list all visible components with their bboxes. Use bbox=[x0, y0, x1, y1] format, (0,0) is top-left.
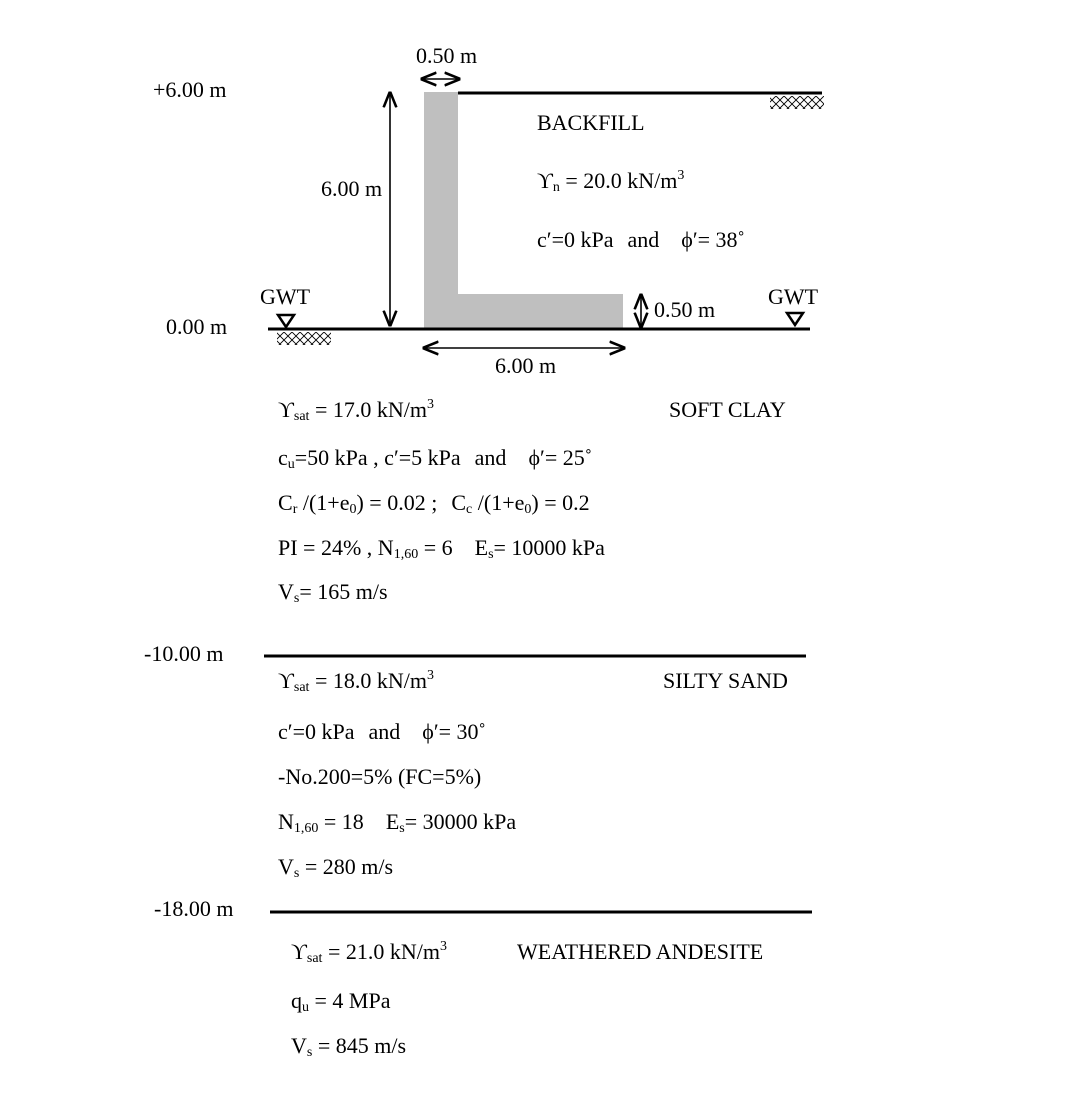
silty-sand-strength: c′=0 kPa and ϕ′= 30˚ bbox=[278, 719, 486, 744]
gwt-left-label: GWT bbox=[260, 284, 311, 309]
andesite-shear-wave: $V_s = 845$ m/s bbox=[291, 1033, 407, 1060]
wall-height-label: 6.00 m bbox=[321, 176, 383, 201]
base-length-label: 6.00 m bbox=[495, 353, 557, 378]
soft-clay-unit-weight: $ϒ_{sat} = 17.0$ $kN/m^3$ bbox=[278, 397, 434, 424]
elevation-clay-bottom: -10.00 m bbox=[144, 641, 224, 666]
base-thickness-label: 0.50 m bbox=[654, 297, 716, 322]
gwt-right-label: GWT bbox=[768, 284, 819, 309]
silty-sand-spt-modulus: $N_{1,60} = 18$ $E_s= 30000$ kPa bbox=[278, 809, 517, 836]
andesite-name: WEATHERED ANDESITE bbox=[517, 939, 764, 964]
soft-clay-shear-wave: $V_s= 165$ m/s bbox=[278, 579, 388, 606]
elevation-ground: 0.00 m bbox=[166, 314, 228, 339]
gwt-right-symbol bbox=[787, 313, 803, 325]
silty-sand-shear-wave: $V_s = 280$ m/s bbox=[278, 854, 394, 881]
elevation-top: +6.00 m bbox=[153, 77, 227, 102]
soft-clay-strength: $c_u=50$ kPa , c′=5 kPa and ϕ′= 25˚ bbox=[278, 445, 593, 472]
backfill-unit-weight: $ϒ_n = 20.0$ $kN/m^3$ bbox=[537, 168, 685, 195]
stem-width-label: 0.50 m bbox=[416, 43, 478, 68]
soft-clay-compressibility: $C_r$ $/(1+e_0) = 0.02$ ; $C_c$ $/(1+e_0) = 0.2$ bbox=[278, 490, 590, 517]
andesite-unit-weight: $ϒ_{sat} = 21.0$ $kN/m^3$ bbox=[291, 939, 447, 966]
backfill-name: BACKFILL bbox=[537, 110, 645, 135]
elevation-sand-bottom: -18.00 m bbox=[154, 896, 234, 921]
soft-clay-name: SOFT CLAY bbox=[669, 397, 786, 422]
ground-hatch-symbol bbox=[277, 332, 331, 345]
soft-clay-index: PI = 24% , $N_{1,60} = 6$ $E_s= 10000$ kPa bbox=[278, 535, 605, 562]
backfill-hatch-symbol bbox=[770, 96, 824, 109]
backfill-strength: c′=0 kPa and ϕ′= 38˚ bbox=[537, 227, 745, 252]
silty-sand-unit-weight: $ϒ_{sat} = 18.0$ $kN/m^3$ bbox=[278, 668, 434, 695]
andesite-ucs: $q_u = 4$ MPa bbox=[291, 988, 391, 1015]
gwt-left-symbol bbox=[278, 315, 294, 327]
silty-sand-fines: -No.200=5% (FC=5%) bbox=[278, 764, 482, 789]
silty-sand-name: SILTY SAND bbox=[663, 668, 788, 693]
